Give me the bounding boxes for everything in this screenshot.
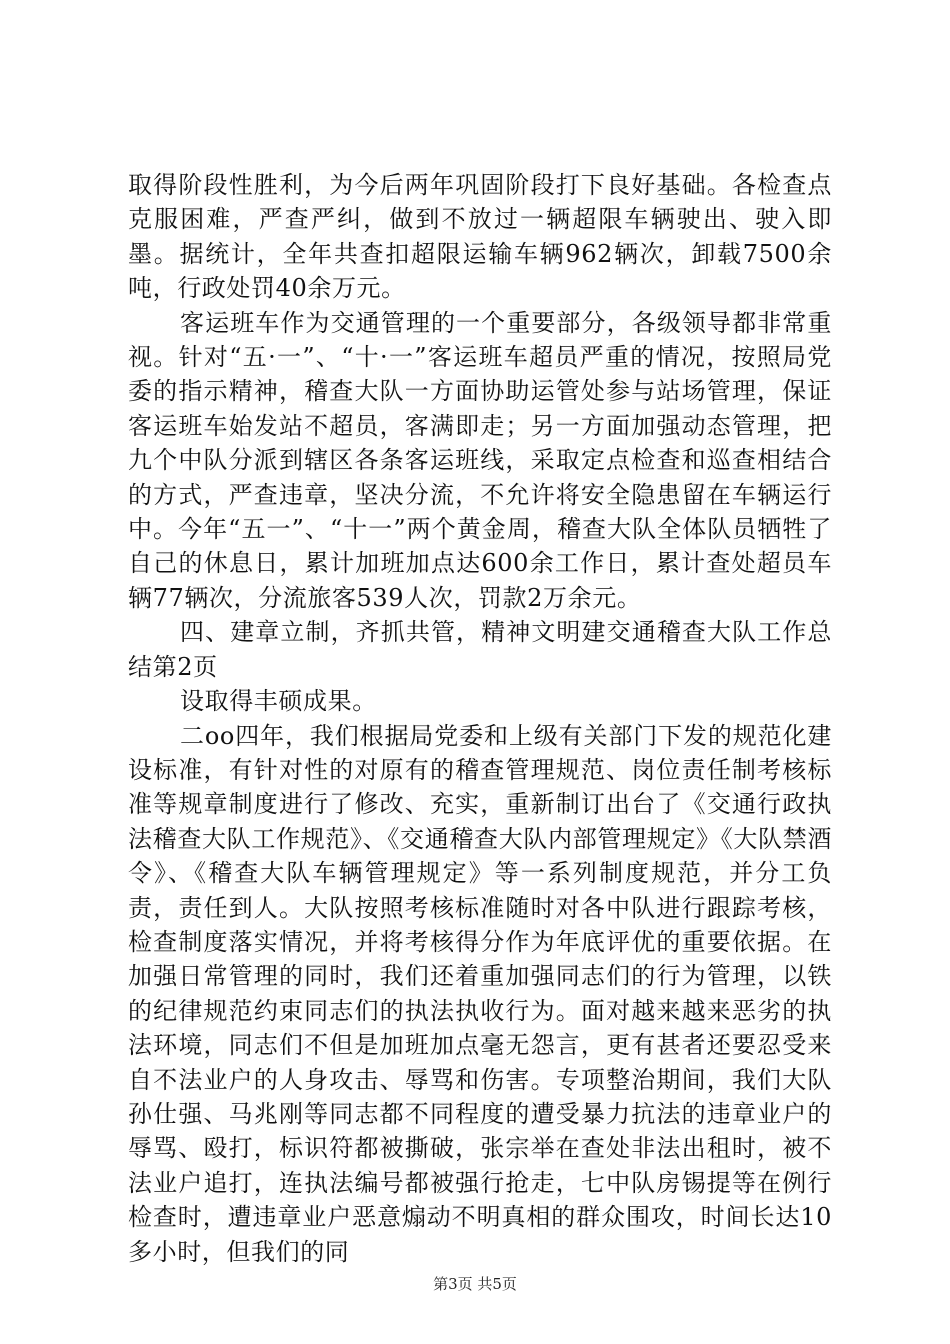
document-body — [128, 168, 832, 1269]
paragraph-5: 二oo四年，我们根据局党委和上级有关部门下发的规范化建设标准，有针对性的对原有的稽查管理规范、岗位责任制考核标准等规章制度进行了修改、充实，重新制订出台了《交通行政执法稽查大队工作规范》、《交通稽查大队内部管理规定》《大队禁酒令》、《稽查大队车辆管理规定》等一系列制度规范，并分工负责，责任到人。大队按照考核标准随时对各中队进行跟踪考核，检查制度落实情况，并将考核得分作为年底评优的重要依据。在加强日常管理的同时，我们还着重加强同志们的行为管理，以铁的纪律规范约束同志们的执法执收行为。面对越来越来恶劣的执法环境，同志们不但是加班加点毫无怨言，更有甚者还要忍受来自不法业户的人身攻击、辱骂和伤害。专项整治期间，我们大队孙仕强、马兆刚等同志都不同程度的遭受暴力抗法的违章业户的辱骂、殴打，标识符都被撕破，张宗举在查处非法出租时，被不法业户追打，连执法编号都被强行抢走，七中队房锡提等在例行检查时，遭违章业户恶意煽动不明真相的群众围攻，时间长达10多小时，但我们的同 — [128, 721, 832, 1266]
paragraph-4: 设取得丰硕成果。 — [180, 687, 377, 716]
paragraph-3: 四、建章立制，齐抓共管，精神文明建交通稽查大队工作总结第2页 — [128, 618, 832, 681]
page-number-footer: 第3页 共5页 — [433, 1275, 517, 1293]
paragraph-1: 取得阶段性胜利，为今后两年巩固阶段打下良好基础。各检查点克服困难，严查严纠，做到不放过一辆超限车辆驶出、驶入即墨。据统计，全年共查扣超限运输车辆962辆次，卸载7500余吨，行政处罚40余万元。 — [128, 171, 832, 303]
paragraph-2: 客运班车作为交通管理的一个重要部分，各级领导都非常重视。针对“五·一”、“十·一”客运班车超员严重的情况，按照局党委的指示精神，稽查大队一方面协助运管处参与站场管理，保证客运班车始发站不超员，客满即走；另一方面加强动态管理，把九个中队分派到辖区各条客运班线，采取定点检查和巡查相结合的方式，严查违章，坚决分流，不允许将安全隐患留在车辆运行中。今年“五一”、“十一”两个黄金周，稽查大队全体队员牺牲了自己的休息日，累计加班加点达600余工作日，累计查处超员车辆77辆次，分流旅客539人次，罚款2万余元。 — [128, 308, 832, 612]
